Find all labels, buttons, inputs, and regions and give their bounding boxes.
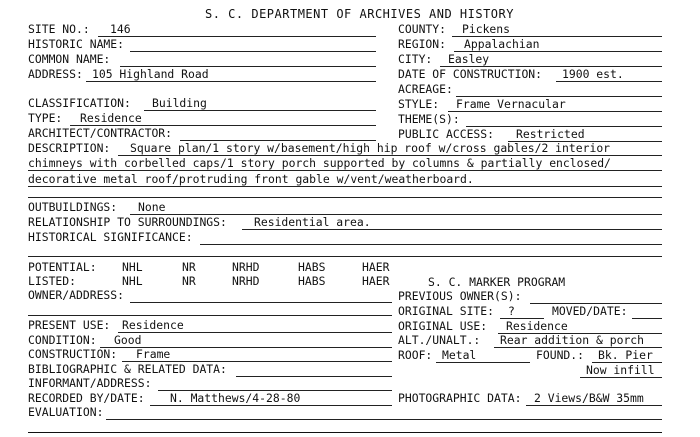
photographic-line [526, 405, 662, 406]
potential-nr: NR [182, 260, 196, 274]
significance-line [200, 244, 662, 245]
style-line [448, 111, 662, 112]
construction-value: Frame [136, 347, 171, 361]
listed-nr: NR [182, 274, 196, 288]
public-access-label: PUBLIC ACCESS: [398, 127, 495, 141]
roof-value: Metal [442, 348, 477, 362]
present-use-value: Residence [122, 318, 184, 332]
description-rule-3 [28, 186, 662, 187]
classification-line [144, 110, 376, 111]
style-value: Frame Vernacular [456, 97, 566, 111]
section-divider-3 [28, 315, 392, 316]
listed-habs: HABS [298, 274, 326, 288]
date-line [556, 81, 662, 82]
site-no-value: 146 [110, 22, 131, 36]
bibliographic-label: BIBLIOGRAPHIC & RELATED DATA: [28, 362, 227, 376]
address-label: ADDRESS: [28, 67, 83, 81]
themes-label: THEME(S): [398, 112, 460, 126]
public-access-value: Restricted [516, 127, 585, 141]
classification-value: Building [152, 96, 207, 110]
condition-label: CONDITION: [28, 333, 97, 347]
photographic-label: PHOTOGRAPHIC DATA: [398, 391, 522, 405]
region-label: REGION: [398, 37, 447, 51]
historic-name-line [130, 51, 376, 52]
bottom-border [28, 432, 662, 433]
description-label: DESCRIPTION: [28, 141, 111, 155]
potential-nrhd: NRHD [232, 260, 260, 274]
address-line [86, 81, 376, 82]
owner-label: OWNER/ADDRESS: [28, 288, 125, 302]
county-label: COUNTY: [398, 22, 447, 36]
marker-title: S. C. MARKER PROGRAM [428, 275, 566, 289]
architect-label: ARCHITECT/CONTRACTOR: [28, 126, 173, 140]
recorded-value: N. Matthews/4-28-80 [170, 391, 301, 405]
outbuildings-value: None [138, 200, 166, 214]
construction-label: CONSTRUCTION: [28, 347, 118, 361]
roof-label: ROOF: [398, 348, 433, 362]
type-value: Residence [80, 111, 142, 125]
site-no-line [98, 36, 376, 37]
photographic-value: 2 Views/B&W 35mm [534, 391, 644, 405]
significance-label: HISTORICAL SIGNIFICANCE: [28, 230, 193, 244]
relationship-label: RELATIONSHIP TO SURROUNDINGS: [28, 215, 227, 229]
original-site-label: ORIGINAL SITE: [398, 304, 495, 318]
potential-haer: HAER [362, 260, 390, 274]
present-use-label: PRESENT USE: [28, 318, 111, 332]
address-value: 105 Highland Road [92, 67, 209, 81]
potential-label: POTENTIAL: [28, 260, 97, 274]
date-value: 1900 est. [562, 67, 624, 81]
original-use-value: Residence [506, 319, 568, 333]
original-use-label: ORIGINAL USE: [398, 319, 488, 333]
historic-name-label: HISTORIC NAME: [28, 37, 125, 51]
owner-line [130, 302, 392, 303]
evaluation-line [106, 419, 662, 420]
alt-label: ALT./UNALT.: [398, 333, 481, 347]
county-value: Pickens [462, 22, 511, 36]
section-divider-2 [28, 256, 662, 257]
date-label: DATE OF CONSTRUCTION: [398, 67, 543, 81]
informant-label: INFORMANT/ADDRESS: [28, 376, 152, 390]
description-rule-2 [28, 170, 662, 171]
listed-nhl: NHL [122, 274, 143, 288]
section-divider-1 [28, 197, 662, 198]
potential-nhl: NHL [122, 260, 143, 274]
bibliographic-line [236, 376, 392, 377]
alt-value: Rear addition & porch [500, 333, 645, 347]
city-value: Easley [448, 52, 490, 66]
recorded-label: RECORDED BY/DATE: [28, 391, 145, 405]
condition-value: Good [114, 333, 142, 347]
moved-label: MOVED/DATE: [552, 304, 628, 318]
classification-label: CLASSIFICATION: [28, 96, 131, 110]
outbuildings-label: OUTBUILDINGS: [28, 200, 118, 214]
relationship-value: Residential area. [254, 215, 371, 229]
found-value: Bk. Pier [598, 348, 653, 362]
type-label: TYPE: [28, 111, 63, 125]
found-label: FOUND.: [536, 348, 585, 362]
description-line-1: Square plan/1 story w/basement/high hip roof w/cross gables/2 interior [130, 141, 611, 155]
original-site-value: ? [508, 304, 515, 318]
listed-haer: HAER [362, 274, 390, 288]
description-line-2: chimneys with corbelled caps/1 story porch supported by columns & partially enclosed/ [28, 156, 611, 170]
found-extra-line [580, 377, 662, 378]
roof-line [436, 362, 530, 363]
evaluation-label: EVALUATION: [28, 405, 104, 419]
site-no-label: SITE NO.: [28, 22, 90, 36]
present-use-line [118, 332, 392, 333]
moved-line [632, 318, 662, 319]
acreage-label: ACREAGE: [398, 82, 453, 96]
common-name-label: COMMON NAME: [28, 52, 111, 66]
form-title: S. C. DEPARTMENT OF ARCHIVES AND HISTORY [205, 7, 514, 21]
previous-owner-label: PREVIOUS OWNER(S): [398, 289, 522, 303]
listed-nrhd: NRHD [232, 274, 260, 288]
relationship-line [242, 229, 662, 230]
description-line-3: decorative metal roof/protruding front gable w/vent/weatherboard. [28, 172, 474, 186]
style-label: STYLE: [398, 97, 440, 111]
recorded-line [150, 405, 392, 406]
region-value: Appalachian [464, 37, 540, 51]
city-label: CITY: [398, 52, 433, 66]
listed-label: LISTED: [28, 274, 77, 288]
potential-habs: HABS [298, 260, 326, 274]
found-extra-value: Now infill [586, 363, 655, 377]
